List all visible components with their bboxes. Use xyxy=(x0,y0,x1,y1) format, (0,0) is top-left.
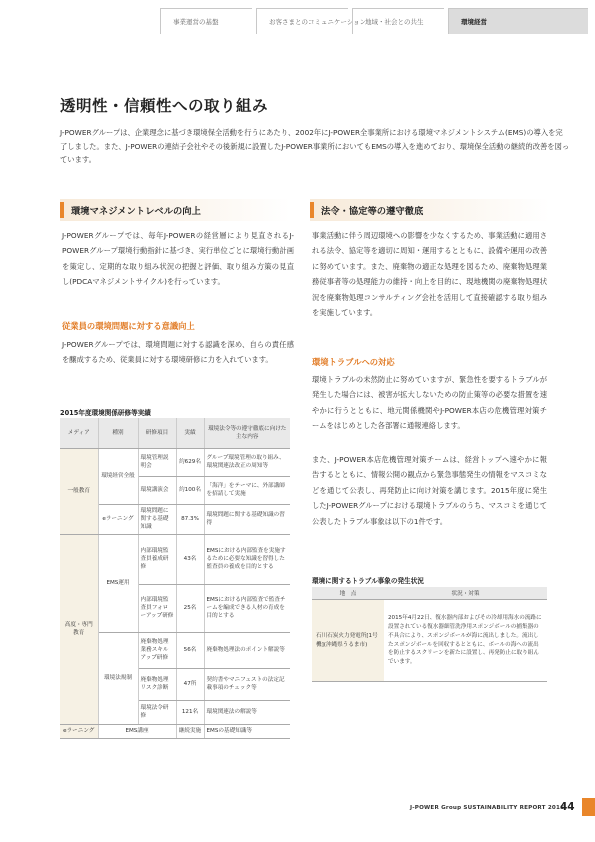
content-cell: 環境問題に関する基礎知識の習得 xyxy=(204,504,290,534)
header-result: 実績 xyxy=(176,418,204,448)
table-row xyxy=(60,448,290,476)
result-cell: 25名 xyxy=(176,584,204,632)
tab-community[interactable]: 地域・社会との共生 xyxy=(352,8,444,34)
tab-environment[interactable]: 環境経営 xyxy=(448,8,588,34)
item-cell: 環境法令研修 xyxy=(138,700,176,724)
tab-customer-communication[interactable]: お客さまとのコミュニケーション xyxy=(256,8,348,34)
content-cell: 環境関連法の解説等 xyxy=(204,700,290,724)
status-cell: 2015年4月22日、復水器内部およびその冷却用海水の流路に設置されている復水器細管洗浄用スポンジボールの捕集器の不具合により、スポンジボールが海に流出しました。流出したスポンジボールを回収するとともに、ボールの海への流出を防止するスクリーンを新たに設置し、再発防止に取り組んでいます。 xyxy=(384,600,547,682)
intro-paragraph: J-POWERグループは、企業理念に基づき環境保全活動を行うにあたり、2002年にJ-POWER全事業所における環境マネジメントシステム(EMS)の導入を完了しました。また、J-POWERの連結子会社やその後新規に設置したJ-POWER事業所においてもEMSの導入を進めており、環境保全活動の継続的改善を図っています。 xyxy=(60,128,570,165)
header-media: メディア xyxy=(60,418,98,448)
result-cell: 56名 xyxy=(176,632,204,668)
content-cell: EMSにおける内部監査を実施するために必要な知識を習得した監査員の養成を目的とする xyxy=(204,534,290,584)
content-cell: 契約書やマニフェストの法定記載事項のチェック等 xyxy=(204,668,290,700)
heading-accent-bar xyxy=(60,202,64,218)
page-number: 44 xyxy=(560,801,575,813)
media-cell: 高度・専門教育 xyxy=(60,534,98,724)
result-cell: 43名 xyxy=(176,534,204,584)
section-heading-ems xyxy=(60,199,290,221)
header-status: 状況・対策 xyxy=(384,587,547,600)
result-cell: 121名 xyxy=(176,700,204,724)
compliance-paragraph: 事業活動に伴う周辺環境への影響を少なくするため、事業活動に適用される法令、協定等を適切に周知・運用するとともに、設備や運用の改善に努めています。また、廃棄物の適正な処理を図るため、廃棄物処理業務従事者等の処理能力の維持・向上を目的に、現地機関の廃棄物処理状況を廃棄物処理コンサルティング会社を活用して直接確認する取り組みを実施しています。 xyxy=(312,231,547,318)
table-row xyxy=(60,724,290,738)
location-cell: 石川石炭火力発電所[1号機](沖縄県うるま市) xyxy=(312,600,384,682)
table-row xyxy=(312,600,547,682)
training-table xyxy=(60,418,290,739)
item-cell: 廃棄物処理業務スキルアップ研修 xyxy=(138,632,176,668)
page-marker xyxy=(582,798,595,816)
media-cell: eラーニング xyxy=(60,724,98,738)
content-cell: グループ環境管理の取り組み、環境関連法改正の周知等 xyxy=(204,448,290,476)
header-content: 環境法令等の遵守徹底に向けた主な内容 xyxy=(204,418,290,448)
section-heading-compliance xyxy=(310,199,550,221)
table-row xyxy=(60,534,290,584)
result-cell: 87.3% xyxy=(176,504,204,534)
result-cell: 約100名 xyxy=(176,476,204,504)
section-title: 環境マネジメントレベルの向上 xyxy=(71,206,201,217)
item-cell: EMS講座 xyxy=(98,724,176,738)
subheading-awareness: 従業員の環境問題に対する意識向上 xyxy=(62,321,195,331)
result-cell: 継続実施 xyxy=(176,724,204,738)
subheading-trouble: 環境トラブルへの対応 xyxy=(312,357,395,367)
section-title: 法令・協定等の遵守徹底 xyxy=(321,206,424,217)
type-cell: 環境法規制 xyxy=(98,632,138,724)
content-cell: EMSの基礎知識等 xyxy=(204,724,290,738)
page-title: 透明性・信頼性への取り組み xyxy=(60,97,269,115)
type-cell: EMS運用 xyxy=(98,534,138,632)
training-table-caption: 2015年度環境関係研修等実績 xyxy=(60,409,151,417)
tab-business-foundation[interactable]: 事業運営の基盤 xyxy=(160,8,252,34)
trouble-table xyxy=(312,587,547,682)
header-location: 地 点 xyxy=(312,587,384,600)
trouble-paragraph: 環境トラブルの未然防止に努めていますが、緊急性を要するトラブルが発生した場合には、被害が拡大しないための防止策等の必要な措置を速やかに行うとともに、地元関係機関やJ-POWER本店の危機管理対策チームをはじめとした各部署に通報連絡します。 xyxy=(312,375,547,431)
result-cell: 約629名 xyxy=(176,448,204,476)
header-type: 種別 xyxy=(98,418,138,448)
item-cell: 内部環境監査員フォローアップ研修 xyxy=(138,584,176,632)
content-cell: EMSにおける内部監査で監査チームを編成できる人材の育成を目的とする xyxy=(204,584,290,632)
type-cell: 環境経営全般 xyxy=(98,448,138,504)
item-cell: 環境問題に関する基礎知識 xyxy=(138,504,176,534)
item-cell: 環境講演会 xyxy=(138,476,176,504)
section-tabs xyxy=(160,8,595,34)
content-cell: 「海洋」をテーマに、外部講師を招請して実施 xyxy=(204,476,290,504)
trouble-paragraph-2: また、J-POWER本店危機管理対策チームは、経営トップへ速やかに報告するとともに、情報公開の観点から緊急事態発生の情報をマスコミなどを通じて公表し、再発防止に向け対策を講じます。2015年度に発生したJ-POWERグループにおける環境トラブルのうち、マスコミを通じて公表したトラブル事象は以下の1件です。 xyxy=(312,455,547,526)
item-cell: 内部環境監査員養成研修 xyxy=(138,534,176,584)
type-cell: eラーニング xyxy=(98,504,138,534)
awareness-paragraph: J-POWERグループでは、環境問題に対する認識を深め、自らの責任感を醸成するため、従業員に対する環境研修に力を入れています。 xyxy=(62,340,294,365)
header-item: 研修項目 xyxy=(138,418,176,448)
table-header-row xyxy=(312,587,547,600)
item-cell: 廃棄物処理リスク診断 xyxy=(138,668,176,700)
heading-accent-bar xyxy=(310,202,314,218)
table-header-row xyxy=(60,418,290,448)
ems-paragraph: J-POWERグループでは、毎年J-POWERの経営層により見直されるJ-POWERグループ環境行動指針に基づき、実行単位ごとに環境行動計画を策定し、定期的な取り組み状況の把握と評価、取り組み方策の見直し(PDCAマネジメントサイクル)を行っています。 xyxy=(62,231,294,287)
report-footer: J-POWER Group SUSTAINABILITY REPORT 2016 xyxy=(410,805,565,811)
media-cell: 一般教育 xyxy=(60,448,98,534)
item-cell: 環境管理説明会 xyxy=(138,448,176,476)
result-cell: 47所 xyxy=(176,668,204,700)
content-cell: 廃棄物処理法のポイント解説等 xyxy=(204,632,290,668)
trouble-table-caption: 環境に関するトラブル事象の発生状況 xyxy=(312,577,424,585)
